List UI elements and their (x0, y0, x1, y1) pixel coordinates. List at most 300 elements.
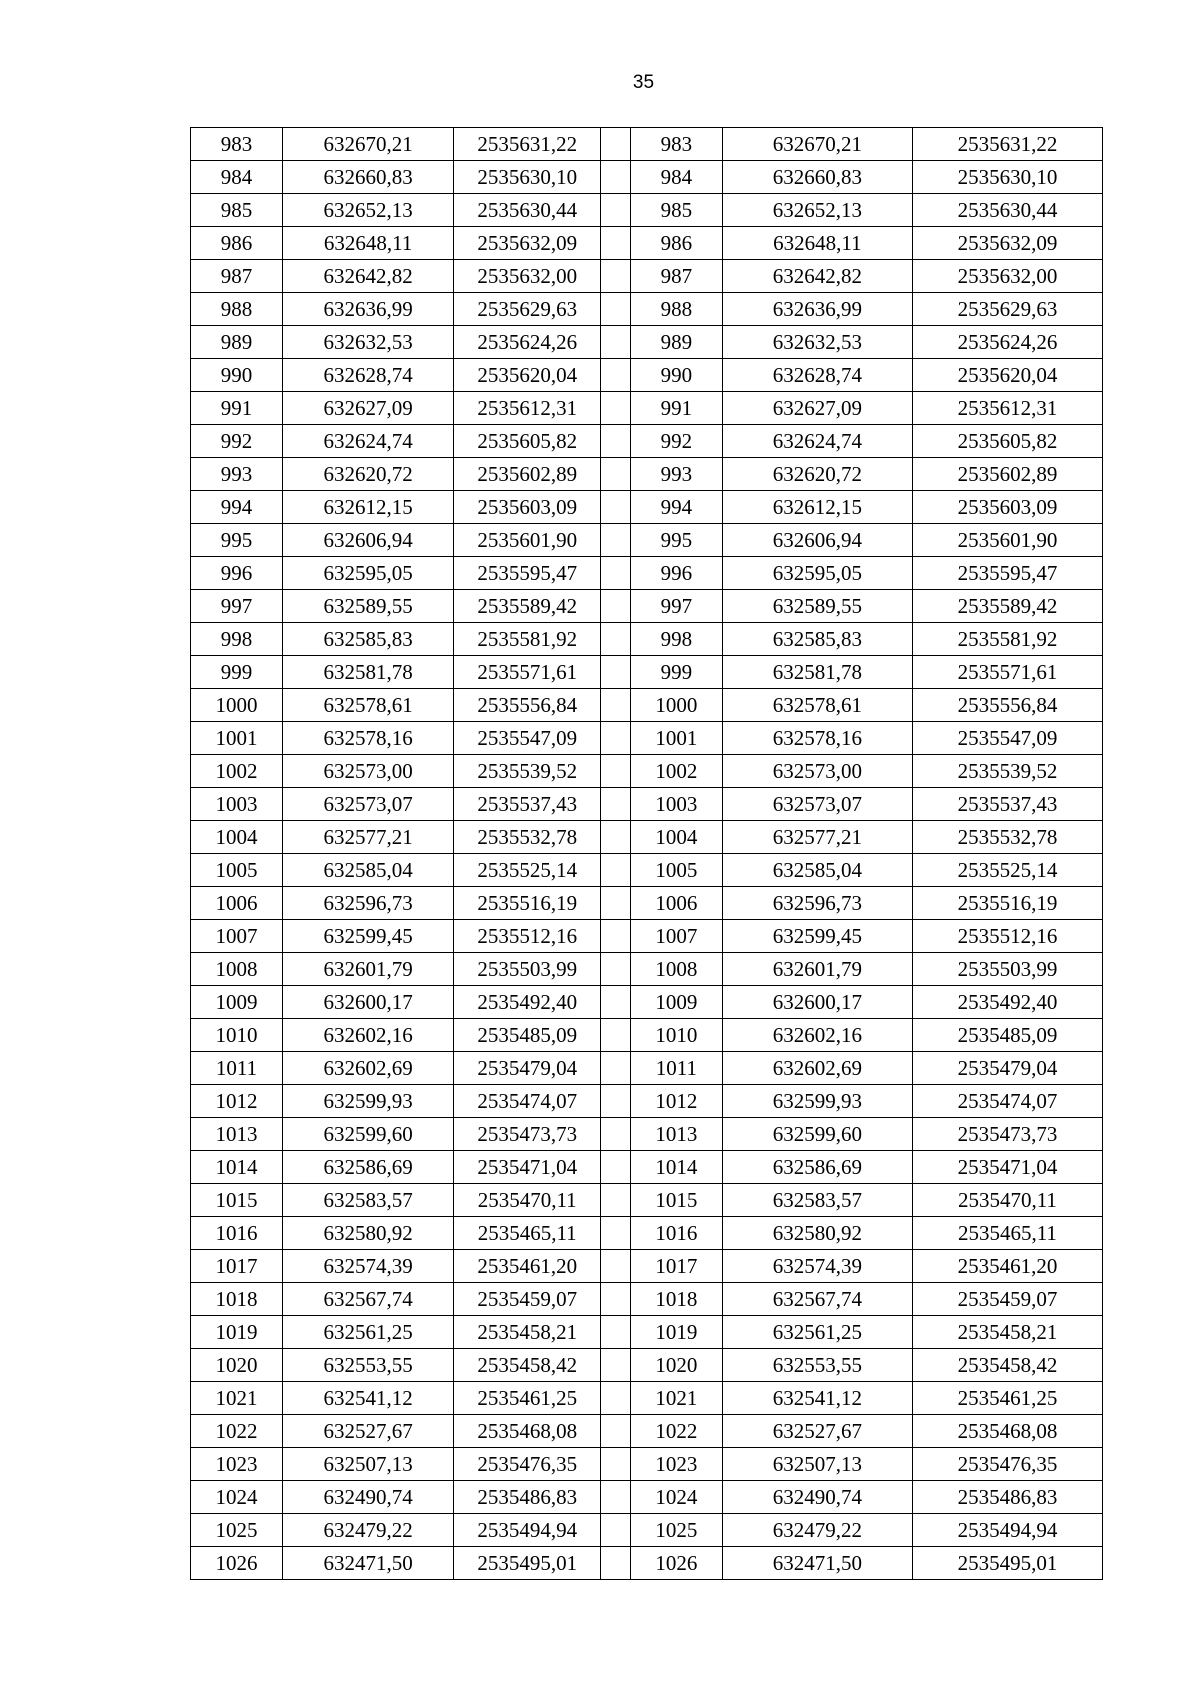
y-coordinate-cell: 2535601,90 (454, 524, 601, 557)
point-number-cell: 1017 (191, 1250, 283, 1283)
table-row (191, 359, 1103, 392)
x-coordinate-cell: 632624,74 (282, 425, 453, 458)
table-row (191, 392, 1103, 425)
y-coordinate-cell: 2535494,94 (912, 1514, 1102, 1547)
x-coordinate-cell: 632567,74 (282, 1283, 453, 1316)
x-coordinate-cell: 632553,55 (282, 1349, 453, 1382)
point-number-cell: 1005 (630, 854, 722, 887)
x-coordinate-cell: 632574,39 (282, 1250, 453, 1283)
page-number: 35 (632, 72, 655, 93)
y-coordinate-cell: 2535556,84 (454, 689, 601, 722)
point-number-cell: 1003 (630, 788, 722, 821)
point-number-cell: 983 (191, 128, 283, 161)
y-coordinate-cell: 2535458,21 (912, 1316, 1102, 1349)
x-coordinate-cell: 632612,15 (282, 491, 453, 524)
x-coordinate-cell: 632507,13 (282, 1448, 453, 1481)
x-coordinate-cell: 632479,22 (282, 1514, 453, 1547)
table-row (191, 1349, 1103, 1382)
separator-cell (601, 1085, 631, 1118)
point-number-cell: 1009 (630, 986, 722, 1019)
point-number-cell: 996 (630, 557, 722, 590)
x-coordinate-cell: 632479,22 (722, 1514, 912, 1547)
separator-cell (601, 590, 631, 623)
y-coordinate-cell: 2535485,09 (454, 1019, 601, 1052)
point-number-cell: 1002 (630, 755, 722, 788)
point-number-cell: 999 (191, 656, 283, 689)
point-number-cell: 998 (630, 623, 722, 656)
table-row (191, 1547, 1103, 1580)
point-number-cell: 1026 (191, 1547, 283, 1580)
y-coordinate-cell: 2535612,31 (912, 392, 1102, 425)
x-coordinate-cell: 632596,73 (722, 887, 912, 920)
separator-cell (601, 689, 631, 722)
x-coordinate-cell: 632471,50 (282, 1547, 453, 1580)
table-row (191, 1151, 1103, 1184)
x-coordinate-cell: 632573,07 (282, 788, 453, 821)
point-number-cell: 997 (630, 590, 722, 623)
x-coordinate-cell: 632652,13 (282, 194, 453, 227)
y-coordinate-cell: 2535602,89 (912, 458, 1102, 491)
table-row (191, 887, 1103, 920)
y-coordinate-cell: 2535632,09 (454, 227, 601, 260)
separator-cell (601, 1448, 631, 1481)
x-coordinate-cell: 632585,04 (722, 854, 912, 887)
y-coordinate-cell: 2535512,16 (912, 920, 1102, 953)
table-row (191, 458, 1103, 491)
point-number-cell: 1015 (630, 1184, 722, 1217)
point-number-cell: 986 (191, 227, 283, 260)
x-coordinate-cell: 632636,99 (722, 293, 912, 326)
y-coordinate-cell: 2535537,43 (454, 788, 601, 821)
point-number-cell: 1006 (191, 887, 283, 920)
y-coordinate-cell: 2535629,63 (454, 293, 601, 326)
x-coordinate-cell: 632600,17 (722, 986, 912, 1019)
y-coordinate-cell: 2535476,35 (454, 1448, 601, 1481)
x-coordinate-cell: 632573,00 (722, 755, 912, 788)
point-number-cell: 987 (630, 260, 722, 293)
table-row (191, 623, 1103, 656)
point-number-cell: 1004 (191, 821, 283, 854)
y-coordinate-cell: 2535632,00 (454, 260, 601, 293)
x-coordinate-cell: 632612,15 (722, 491, 912, 524)
y-coordinate-cell: 2535581,92 (912, 623, 1102, 656)
y-coordinate-cell: 2535461,25 (912, 1382, 1102, 1415)
table-row (191, 293, 1103, 326)
table-row (191, 1085, 1103, 1118)
table-row (191, 689, 1103, 722)
separator-cell (601, 557, 631, 590)
y-coordinate-cell: 2535631,22 (454, 128, 601, 161)
point-number-cell: 1006 (630, 887, 722, 920)
y-coordinate-cell: 2535512,16 (454, 920, 601, 953)
x-coordinate-cell: 632583,57 (722, 1184, 912, 1217)
y-coordinate-cell: 2535632,00 (912, 260, 1102, 293)
point-number-cell: 1025 (630, 1514, 722, 1547)
x-coordinate-cell: 632589,55 (722, 590, 912, 623)
y-coordinate-cell: 2535532,78 (912, 821, 1102, 854)
x-coordinate-cell: 632577,21 (722, 821, 912, 854)
y-coordinate-cell: 2535547,09 (454, 722, 601, 755)
y-coordinate-cell: 2535601,90 (912, 524, 1102, 557)
table-row (191, 128, 1103, 161)
separator-cell (601, 1184, 631, 1217)
x-coordinate-cell: 632578,61 (282, 689, 453, 722)
point-number-cell: 1018 (191, 1283, 283, 1316)
x-coordinate-cell: 632595,05 (282, 557, 453, 590)
y-coordinate-cell: 2535632,09 (912, 227, 1102, 260)
y-coordinate-cell: 2535571,61 (454, 656, 601, 689)
x-coordinate-cell: 632595,05 (722, 557, 912, 590)
point-number-cell: 994 (191, 491, 283, 524)
y-coordinate-cell: 2535605,82 (912, 425, 1102, 458)
point-number-cell: 990 (191, 359, 283, 392)
table-row (191, 1415, 1103, 1448)
y-coordinate-cell: 2535503,99 (912, 953, 1102, 986)
point-number-cell: 1001 (630, 722, 722, 755)
separator-cell (601, 260, 631, 293)
y-coordinate-cell: 2535470,11 (912, 1184, 1102, 1217)
x-coordinate-cell: 632578,16 (722, 722, 912, 755)
y-coordinate-cell: 2535459,07 (912, 1283, 1102, 1316)
y-coordinate-cell: 2535630,44 (912, 194, 1102, 227)
separator-cell (601, 161, 631, 194)
y-coordinate-cell: 2535589,42 (912, 590, 1102, 623)
y-coordinate-cell: 2535465,11 (454, 1217, 601, 1250)
table-row (191, 953, 1103, 986)
point-number-cell: 992 (630, 425, 722, 458)
point-number-cell: 1015 (191, 1184, 283, 1217)
point-number-cell: 995 (191, 524, 283, 557)
y-coordinate-cell: 2535525,14 (912, 854, 1102, 887)
point-number-cell: 989 (191, 326, 283, 359)
x-coordinate-cell: 632490,74 (282, 1481, 453, 1514)
point-number-cell: 1016 (630, 1217, 722, 1250)
y-coordinate-cell: 2535485,09 (912, 1019, 1102, 1052)
separator-cell (601, 1250, 631, 1283)
point-number-cell: 1001 (191, 722, 283, 755)
separator-cell (601, 359, 631, 392)
y-coordinate-cell: 2535458,42 (454, 1349, 601, 1382)
x-coordinate-cell: 632577,21 (282, 821, 453, 854)
y-coordinate-cell: 2535532,78 (454, 821, 601, 854)
y-coordinate-cell: 2535629,63 (912, 293, 1102, 326)
x-coordinate-cell: 632632,53 (282, 326, 453, 359)
point-number-cell: 1026 (630, 1547, 722, 1580)
separator-cell (601, 392, 631, 425)
point-number-cell: 992 (191, 425, 283, 458)
point-number-cell: 1002 (191, 755, 283, 788)
x-coordinate-cell: 632599,45 (282, 920, 453, 953)
separator-cell (601, 986, 631, 1019)
point-number-cell: 984 (191, 161, 283, 194)
point-number-cell: 988 (630, 293, 722, 326)
table-row (191, 227, 1103, 260)
x-coordinate-cell: 632599,60 (722, 1118, 912, 1151)
x-coordinate-cell: 632561,25 (282, 1316, 453, 1349)
y-coordinate-cell: 2535494,94 (454, 1514, 601, 1547)
x-coordinate-cell: 632573,00 (282, 755, 453, 788)
x-coordinate-cell: 632642,82 (282, 260, 453, 293)
table-row (191, 326, 1103, 359)
y-coordinate-cell: 2535630,10 (912, 161, 1102, 194)
y-coordinate-cell: 2535476,35 (912, 1448, 1102, 1481)
separator-cell (601, 953, 631, 986)
x-coordinate-cell: 632601,79 (282, 953, 453, 986)
y-coordinate-cell: 2535473,73 (912, 1118, 1102, 1151)
coordinates-table (190, 127, 1103, 1580)
x-coordinate-cell: 632574,39 (722, 1250, 912, 1283)
point-number-cell: 997 (191, 590, 283, 623)
y-coordinate-cell: 2535474,07 (454, 1085, 601, 1118)
point-number-cell: 998 (191, 623, 283, 656)
y-coordinate-cell: 2535581,92 (454, 623, 601, 656)
x-coordinate-cell: 632596,73 (282, 887, 453, 920)
x-coordinate-cell: 632581,78 (722, 656, 912, 689)
point-number-cell: 1012 (630, 1085, 722, 1118)
table-row (191, 260, 1103, 293)
table-row (191, 755, 1103, 788)
y-coordinate-cell: 2535486,83 (912, 1481, 1102, 1514)
x-coordinate-cell: 632599,60 (282, 1118, 453, 1151)
point-number-cell: 986 (630, 227, 722, 260)
y-coordinate-cell: 2535605,82 (454, 425, 601, 458)
table-row (191, 1118, 1103, 1151)
table-row (191, 1316, 1103, 1349)
x-coordinate-cell: 632660,83 (282, 161, 453, 194)
x-coordinate-cell: 632620,72 (722, 458, 912, 491)
x-coordinate-cell: 632490,74 (722, 1481, 912, 1514)
x-coordinate-cell: 632573,07 (722, 788, 912, 821)
point-number-cell: 1000 (630, 689, 722, 722)
table-row (191, 854, 1103, 887)
separator-cell (601, 722, 631, 755)
x-coordinate-cell: 632602,16 (722, 1019, 912, 1052)
x-coordinate-cell: 632602,16 (282, 1019, 453, 1052)
y-coordinate-cell: 2535468,08 (912, 1415, 1102, 1448)
x-coordinate-cell: 632585,04 (282, 854, 453, 887)
x-coordinate-cell: 632580,92 (282, 1217, 453, 1250)
y-coordinate-cell: 2535595,47 (454, 557, 601, 590)
x-coordinate-cell: 632578,61 (722, 689, 912, 722)
x-coordinate-cell: 632599,45 (722, 920, 912, 953)
x-coordinate-cell: 632602,69 (282, 1052, 453, 1085)
x-coordinate-cell: 632586,69 (282, 1151, 453, 1184)
x-coordinate-cell: 632471,50 (722, 1547, 912, 1580)
point-number-cell: 1022 (191, 1415, 283, 1448)
point-number-cell: 1013 (191, 1118, 283, 1151)
point-number-cell: 984 (630, 161, 722, 194)
point-number-cell: 1011 (191, 1052, 283, 1085)
x-coordinate-cell: 632527,67 (282, 1415, 453, 1448)
point-number-cell: 1010 (630, 1019, 722, 1052)
table-row (191, 524, 1103, 557)
x-coordinate-cell: 632648,11 (282, 227, 453, 260)
y-coordinate-cell: 2535547,09 (912, 722, 1102, 755)
x-coordinate-cell: 632601,79 (722, 953, 912, 986)
x-coordinate-cell: 632561,25 (722, 1316, 912, 1349)
point-number-cell: 1003 (191, 788, 283, 821)
separator-cell (601, 1514, 631, 1547)
y-coordinate-cell: 2535492,40 (912, 986, 1102, 1019)
table-row (191, 590, 1103, 623)
y-coordinate-cell: 2535539,52 (912, 755, 1102, 788)
separator-cell (601, 1217, 631, 1250)
x-coordinate-cell: 632660,83 (722, 161, 912, 194)
point-number-cell: 1016 (191, 1217, 283, 1250)
table-row (191, 194, 1103, 227)
point-number-cell: 987 (191, 260, 283, 293)
y-coordinate-cell: 2535595,47 (912, 557, 1102, 590)
y-coordinate-cell: 2535470,11 (454, 1184, 601, 1217)
y-coordinate-cell: 2535503,99 (454, 953, 601, 986)
table-row (191, 1019, 1103, 1052)
x-coordinate-cell: 632581,78 (282, 656, 453, 689)
point-number-cell: 1024 (630, 1481, 722, 1514)
separator-cell (601, 755, 631, 788)
table-row (191, 656, 1103, 689)
x-coordinate-cell: 632600,17 (282, 986, 453, 1019)
y-coordinate-cell: 2535495,01 (912, 1547, 1102, 1580)
point-number-cell: 1005 (191, 854, 283, 887)
table-row (191, 557, 1103, 590)
point-number-cell: 988 (191, 293, 283, 326)
x-coordinate-cell: 632636,99 (282, 293, 453, 326)
y-coordinate-cell: 2535461,20 (912, 1250, 1102, 1283)
x-coordinate-cell: 632602,69 (722, 1052, 912, 1085)
y-coordinate-cell: 2535492,40 (454, 986, 601, 1019)
point-number-cell: 1012 (191, 1085, 283, 1118)
separator-cell (601, 623, 631, 656)
table-row (191, 491, 1103, 524)
table-row (191, 1184, 1103, 1217)
y-coordinate-cell: 2535630,44 (454, 194, 601, 227)
y-coordinate-cell: 2535468,08 (454, 1415, 601, 1448)
point-number-cell: 993 (191, 458, 283, 491)
separator-cell (601, 1382, 631, 1415)
separator-cell (601, 326, 631, 359)
x-coordinate-cell: 632652,13 (722, 194, 912, 227)
x-coordinate-cell: 632632,53 (722, 326, 912, 359)
y-coordinate-cell: 2535495,01 (454, 1547, 601, 1580)
x-coordinate-cell: 632567,74 (722, 1283, 912, 1316)
y-coordinate-cell: 2535612,31 (454, 392, 601, 425)
point-number-cell: 1021 (191, 1382, 283, 1415)
point-number-cell: 996 (191, 557, 283, 590)
point-number-cell: 1009 (191, 986, 283, 1019)
y-coordinate-cell: 2535516,19 (454, 887, 601, 920)
x-coordinate-cell: 632620,72 (282, 458, 453, 491)
y-coordinate-cell: 2535461,20 (454, 1250, 601, 1283)
point-number-cell: 989 (630, 326, 722, 359)
separator-cell (601, 1283, 631, 1316)
separator-cell (601, 128, 631, 161)
y-coordinate-cell: 2535630,10 (454, 161, 601, 194)
x-coordinate-cell: 632670,21 (722, 128, 912, 161)
x-coordinate-cell: 632606,94 (282, 524, 453, 557)
x-coordinate-cell: 632589,55 (282, 590, 453, 623)
table-row (191, 1514, 1103, 1547)
y-coordinate-cell: 2535571,61 (912, 656, 1102, 689)
y-coordinate-cell: 2535556,84 (912, 689, 1102, 722)
point-number-cell: 985 (191, 194, 283, 227)
point-number-cell: 1014 (191, 1151, 283, 1184)
x-coordinate-cell: 632583,57 (282, 1184, 453, 1217)
point-number-cell: 995 (630, 524, 722, 557)
point-number-cell: 990 (630, 359, 722, 392)
x-coordinate-cell: 632642,82 (722, 260, 912, 293)
y-coordinate-cell: 2535589,42 (454, 590, 601, 623)
y-coordinate-cell: 2535603,09 (912, 491, 1102, 524)
x-coordinate-cell: 632627,09 (282, 392, 453, 425)
x-coordinate-cell: 632586,69 (722, 1151, 912, 1184)
x-coordinate-cell: 632580,92 (722, 1217, 912, 1250)
point-number-cell: 993 (630, 458, 722, 491)
x-coordinate-cell: 632585,83 (282, 623, 453, 656)
y-coordinate-cell: 2535473,73 (454, 1118, 601, 1151)
x-coordinate-cell: 632606,94 (722, 524, 912, 557)
point-number-cell: 1014 (630, 1151, 722, 1184)
point-number-cell: 1008 (630, 953, 722, 986)
x-coordinate-cell: 632578,16 (282, 722, 453, 755)
separator-cell (601, 458, 631, 491)
x-coordinate-cell: 632599,93 (722, 1085, 912, 1118)
y-coordinate-cell: 2535465,11 (912, 1217, 1102, 1250)
separator-cell (601, 1547, 631, 1580)
separator-cell (601, 524, 631, 557)
table-row (191, 425, 1103, 458)
separator-cell (601, 656, 631, 689)
y-coordinate-cell: 2535624,26 (912, 326, 1102, 359)
separator-cell (601, 887, 631, 920)
point-number-cell: 1023 (630, 1448, 722, 1481)
x-coordinate-cell: 632628,74 (722, 359, 912, 392)
table-row (191, 161, 1103, 194)
y-coordinate-cell: 2535458,21 (454, 1316, 601, 1349)
separator-cell (601, 1481, 631, 1514)
separator-cell (601, 1151, 631, 1184)
table-row (191, 722, 1103, 755)
point-number-cell: 991 (191, 392, 283, 425)
point-number-cell: 1019 (630, 1316, 722, 1349)
separator-cell (601, 1118, 631, 1151)
table-row (191, 1052, 1103, 1085)
table-row (191, 1448, 1103, 1481)
table-row (191, 788, 1103, 821)
y-coordinate-cell: 2535620,04 (454, 359, 601, 392)
y-coordinate-cell: 2535603,09 (454, 491, 601, 524)
separator-cell (601, 854, 631, 887)
table-row (191, 920, 1103, 953)
point-number-cell: 1017 (630, 1250, 722, 1283)
point-number-cell: 1020 (191, 1349, 283, 1382)
point-number-cell: 1004 (630, 821, 722, 854)
y-coordinate-cell: 2535486,83 (454, 1481, 601, 1514)
point-number-cell: 1013 (630, 1118, 722, 1151)
separator-cell (601, 293, 631, 326)
y-coordinate-cell: 2535471,04 (454, 1151, 601, 1184)
y-coordinate-cell: 2535516,19 (912, 887, 1102, 920)
point-number-cell: 1007 (191, 920, 283, 953)
x-coordinate-cell: 632627,09 (722, 392, 912, 425)
table-row (191, 1217, 1103, 1250)
point-number-cell: 1022 (630, 1415, 722, 1448)
y-coordinate-cell: 2535620,04 (912, 359, 1102, 392)
y-coordinate-cell: 2535631,22 (912, 128, 1102, 161)
separator-cell (601, 1052, 631, 1085)
point-number-cell: 1019 (191, 1316, 283, 1349)
table-row (191, 1382, 1103, 1415)
separator-cell (601, 491, 631, 524)
